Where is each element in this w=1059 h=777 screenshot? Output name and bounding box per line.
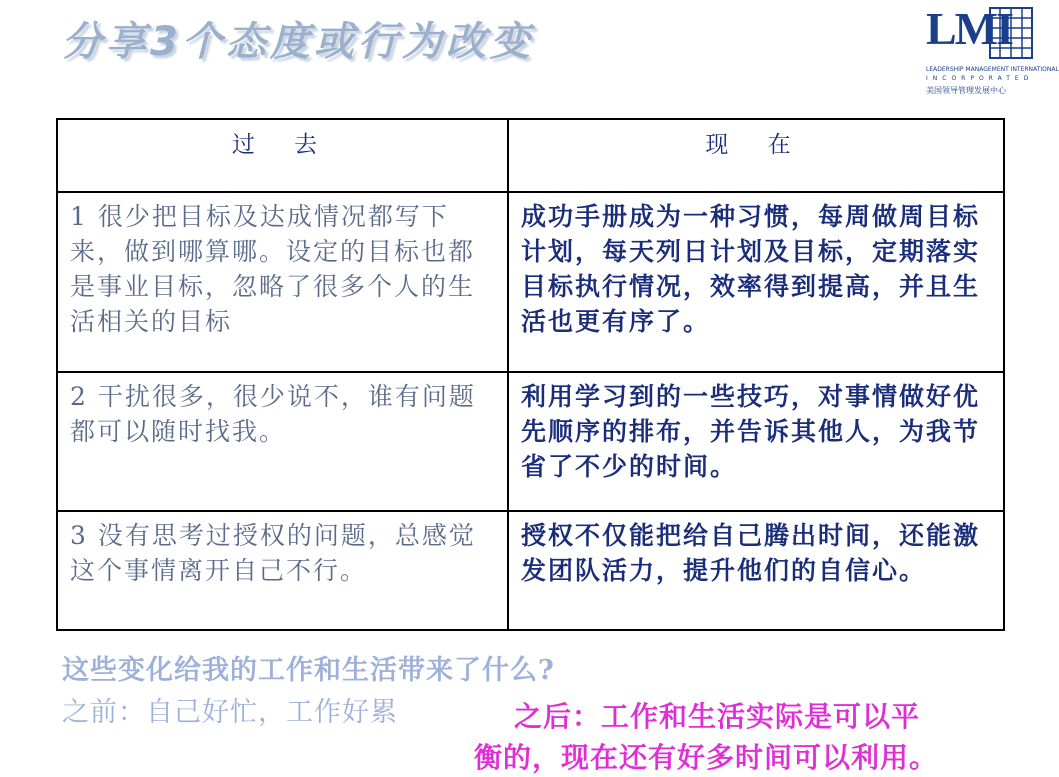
past-cell: 2 干扰很多，很少说不，谁有问题都可以随时找我。 (57, 372, 508, 511)
logo-line-3: 美国领导管理发展中心 (926, 86, 1006, 95)
now-cell: 利用学习到的一些技巧，对事情做好优先顺序的排布，并告诉其他人，为我节省了不少的时间。 (508, 372, 1004, 511)
table-row (57, 511, 1004, 630)
table-row (57, 192, 1004, 372)
logo-line-2: INCORPORATED (926, 75, 1034, 82)
after-text-line-1: 之后：工作和生活实际是可以平 (514, 700, 921, 733)
logo-line-1: LEADERSHIP MANAGEMENT INTERNATIONAL (926, 66, 1059, 73)
now-cell: 成功手册成为一种习惯，每周做周目标计划，每天列日计划及目标，定期落实目标执行情况，效率得到提高，并且生活也更有序了。 (508, 192, 1004, 372)
header-past: 过 去 (57, 119, 508, 192)
table-header-row (57, 119, 1004, 192)
table-row (57, 372, 1004, 511)
page-title: 分享3个态度或行为改变 (62, 19, 534, 65)
past-cell: 3 没有思考过授权的问题，总感觉这个事情离开自己不行。 (57, 511, 508, 630)
lmi-logo (926, 3, 1059, 98)
now-cell: 授权不仅能把给自己腾出时间，还能激发团队活力，提升他们的自信心。 (508, 511, 1004, 630)
before-text: 之前：自己好忙，工作好累 (62, 697, 398, 728)
question-text: 这些变化给我的工作和生活带来了什么? (62, 655, 555, 686)
after-text-line-2: 衡的，现在还有好多时间可以利用。 (474, 741, 939, 774)
globe-icon (988, 6, 1034, 62)
past-cell: 1 很少把目标及达成情况都写下来，做到哪算哪。设定的目标也都是事业目标，忽略了很多个人的生活相关的目标 (57, 192, 508, 372)
logo-mark: LMI (926, 3, 1012, 54)
comparison-table (56, 118, 1005, 631)
header-now: 现 在 (508, 119, 1004, 192)
